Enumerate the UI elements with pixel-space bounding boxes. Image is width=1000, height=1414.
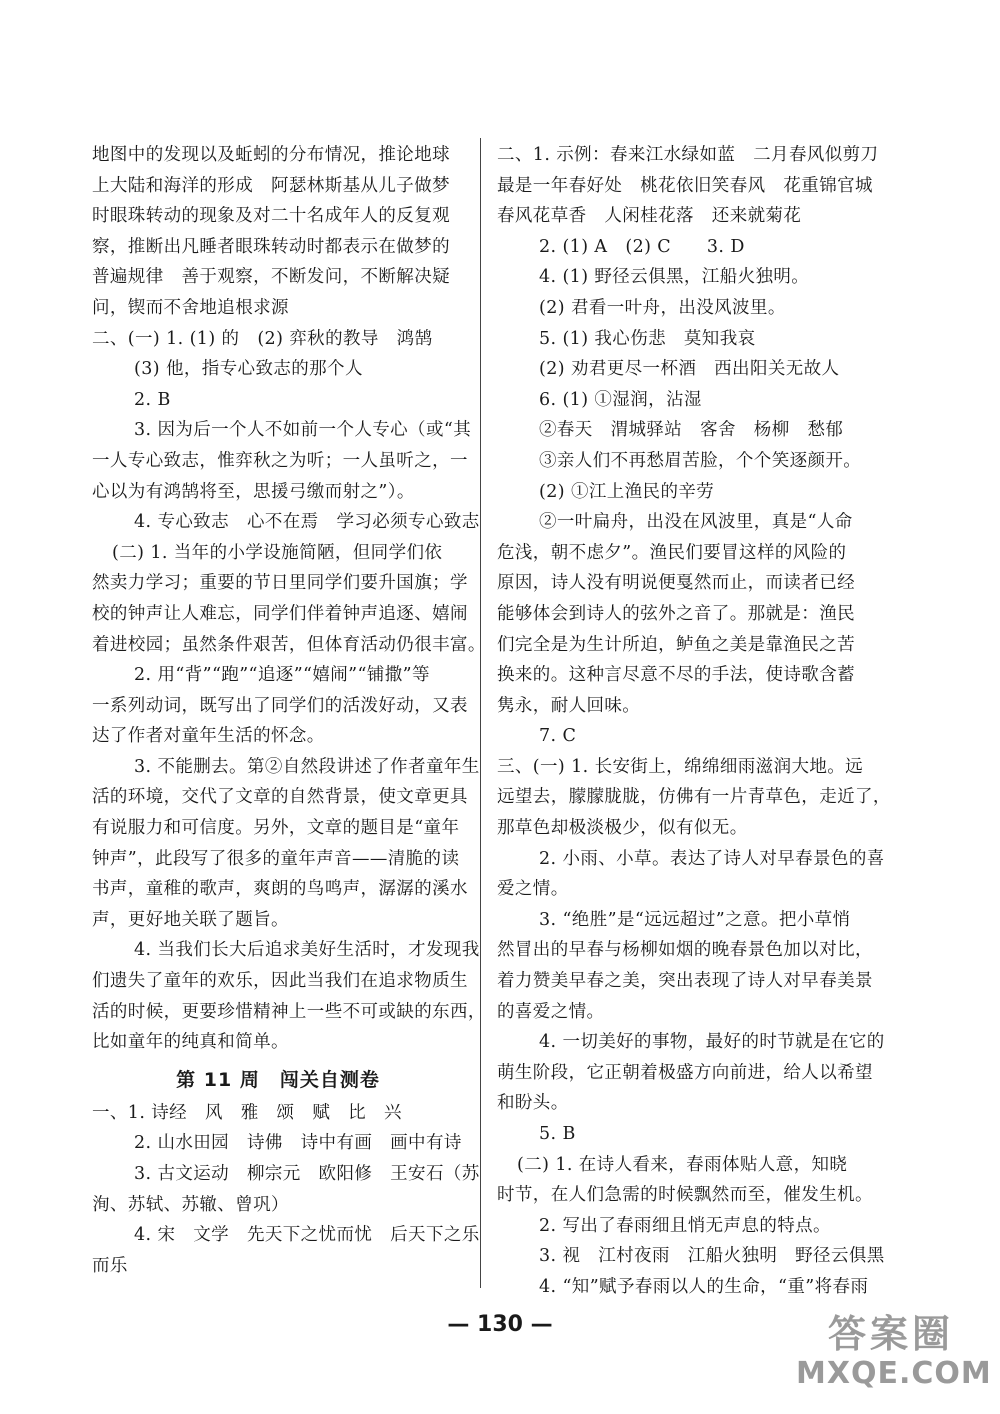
section-title: 第 11 周 闯关自测卷 (176, 1068, 380, 1091)
answer-line: (二) 1. 在诗人看来，春雨体贴人意，知晓 (517, 1154, 848, 1175)
text-line: 普遍规律 善于观察，不断发问，不断解决疑 (92, 267, 450, 288)
text-line: 一人专心致志，惟弈秋之为听；一人虽听之，一 (92, 450, 468, 471)
text-line: 心以为有鸿鹄将至，思援弓缴而射之”）。 (92, 481, 415, 502)
answer-line: 2. B (134, 389, 171, 410)
text-line: 时眼珠转动的现象及对二十名成年人的反复观 (92, 206, 450, 227)
text-line: 能够体会到诗人的弦外之音了。那就是：渔民 (497, 603, 855, 624)
text-line: 而乐 (92, 1255, 128, 1276)
answer-line: 4. 一切美好的事物，最好的时节就是在它的 (539, 1032, 885, 1053)
answer-line: 4. (1) 野径云俱黑，江船火独明。 (539, 267, 810, 288)
answer-line: 4. “知”赋予春雨以人的生命，“重”将春雨 (539, 1276, 869, 1297)
answer-line: 4. 专心致志 心不在焉 学习必须专心致志 (134, 512, 480, 533)
text-line: 达了作者对童年生活的怀念。 (92, 726, 325, 747)
text-line: 校的钟声让人难忘，同学们伴着钟声追逐、嬉闹 (92, 603, 468, 624)
text-line: 钟声”，此段写了很多的童年声音——清脆的读 (92, 848, 460, 869)
answer-line: 7. C (539, 726, 577, 747)
text-line: 着力赞美早春之美，突出表现了诗人对早春美景 (497, 971, 873, 992)
text-line: 原因，诗人没有明说便戛然而止，而读者已经 (497, 573, 855, 594)
text-line: 和盼头。 (497, 1093, 569, 1114)
answer-line: 4. 宋 文学 先天下之忧而忧 后天下之乐 (134, 1225, 480, 1246)
text-line: 然卖力学习；重要的节日里同学们要升国旗；学 (92, 573, 468, 594)
text-line: 隽永，耐人回味。 (497, 695, 641, 716)
text-line: (3) 他，指专心致志的那个人 (134, 359, 363, 380)
text-line: 有说服力和可信度。另外，文章的题目是“童年 (92, 818, 460, 839)
text-line: 危浅，朝不虑夕”。渔民们要冒这样的风险的 (497, 542, 847, 563)
answer-line: 2. 小雨、小草。表达了诗人对早春景色的喜 (539, 848, 885, 869)
answer-line: ②春天 渭城驿站 客舍 杨柳 愁郁 (539, 420, 844, 441)
section-heading-line: 一、1. 诗经 风 雅 颂 赋 比 兴 (92, 1102, 402, 1123)
page-number: — 130 — (447, 1312, 553, 1337)
answer-line: ③亲人们不再愁眉苦脸，个个笑逐颜开。 (539, 450, 862, 471)
text-line: 最是一年春好处 桃花依旧笑春风 花重锦官城 (497, 175, 873, 196)
text-line: 然冒出的早春与杨柳如烟的晚春景色加以对比， (497, 940, 873, 961)
watermark-logo (796, 1312, 992, 1404)
answer-line: 2. 写出了春雨细且悄无声息的特点。 (539, 1215, 831, 1236)
text-line: 的喜爱之情。 (497, 1001, 605, 1022)
text-line: 问，锲而不舍地追根求源 (92, 297, 289, 318)
answer-line: (2) 劝君更尽一杯酒 西出阳关无故人 (539, 359, 840, 380)
text-line: 书声，童稚的歌声，爽朗的鸟鸣声，潺潺的溪水 (92, 879, 468, 900)
text-line: 洵、苏轼、苏辙、曾巩） (92, 1194, 289, 1215)
answer-line: 6. (1) ①湿润，沾湿 (539, 389, 702, 410)
answer-line: (2) 君看一叶舟，出没风波里。 (539, 297, 786, 318)
text-line: 活的环境，交代了文章的自然背景，使文章更具 (92, 787, 468, 808)
right-column (497, 140, 891, 1303)
answer-line: 3. 因为后一个人不如前一个人专心（或“其 (134, 420, 472, 441)
text-line: 换来的。这种言尽意不尽的手法，使诗歌含蓄 (497, 665, 855, 686)
answer-line: 2. 用“背”“跑”“追逐”“嬉闹”“铺撒”等 (134, 665, 430, 686)
text-line: 时节，在人们急需的时候飘然而至，催发生机。 (497, 1185, 873, 1206)
column-divider (480, 138, 481, 1288)
answer-line: 5. (1) 我心伤悲 莫知我哀 (539, 328, 756, 349)
text-line: 察，推断出凡睡者眼珠转动时都表示在做梦的 (92, 236, 450, 257)
answer-line: 2. (1) A (2) C 3. D (539, 236, 745, 257)
answer-line: (2) ①江上渔民的辛劳 (539, 481, 715, 502)
section-heading-line: 二、(一) 1. (1) 的 (2) 弈秋的教导 鸿鹄 (92, 328, 433, 349)
text-line: 远望去，朦朦胧胧，仿佛有一片青草色，走近了， (497, 787, 891, 808)
text-line: 萌生阶段，它正朝着极盛方向前进，给人以希望 (497, 1062, 873, 1083)
text-line: 们遗失了童年的欢乐，因此当我们在追求物质生 (92, 971, 468, 992)
text-line: 着进校园；虽然条件艰苦，但体育活动仍很丰富。 (92, 634, 486, 655)
answer-line: 3. 古文运动 柳宗元 欧阳修 王安石（苏 (134, 1164, 480, 1184)
left-column (92, 140, 486, 1281)
answer-line: 2. 山水田园 诗佛 诗中有画 画中有诗 (134, 1133, 462, 1154)
text-line: 一系列动词，既写出了同学们的活泼好动，又表 (92, 695, 468, 716)
answer-line: 3. 视 江村夜雨 江船火独明 野径云俱黑 (539, 1246, 885, 1267)
answer-line: 3. 不能删去。第②自然段讲述了作者童年生 (134, 756, 480, 777)
text-line: 地图中的发现以及蚯蚓的分布情况，推论地球 (92, 145, 450, 165)
text-line: 上大陆和海洋的形成 阿瑟林斯基从儿子做梦 (92, 175, 450, 196)
section-heading-line: 二、1. 示例：春来江水绿如蓝 二月春风似剪刀 (497, 145, 879, 165)
answer-line: (二) 1. 当年的小学设施简陋，但同学们依 (112, 542, 443, 563)
watermark-domain: MXQE.COM (796, 1356, 992, 1391)
text-line: 活的时候，更要珍惜精神上一些不可或缺的东西， (92, 1001, 486, 1022)
text-line: 比如童年的纯真和简单。 (92, 1032, 289, 1053)
text-line: 声，更好地关联了题旨。 (92, 909, 289, 930)
text-line: 们完全是为生计所迫，鲈鱼之美是靠渔民之苦 (497, 634, 855, 655)
section-heading-line: 三、(一) 1. 长安街上，绵绵细雨滋润大地。远 (497, 756, 864, 777)
text-line: 爱之情。 (497, 879, 569, 900)
answer-line: 3. “绝胜”是“远远超过”之意。把小草悄 (539, 909, 851, 930)
answer-line: 4. 当我们长大后追求美好生活时，才发现我 (134, 940, 480, 961)
text-line: 春风花草香 人闲桂花落 还来就菊花 (497, 206, 802, 227)
text-line: 那草色却极淡极少，似有似无。 (497, 818, 748, 839)
watermark-chars: 答案圈 (827, 1312, 954, 1356)
answer-line: 5. B (539, 1124, 576, 1144)
answer-line: ②一叶扁舟，出没在风波里，真是“人命 (539, 512, 853, 533)
